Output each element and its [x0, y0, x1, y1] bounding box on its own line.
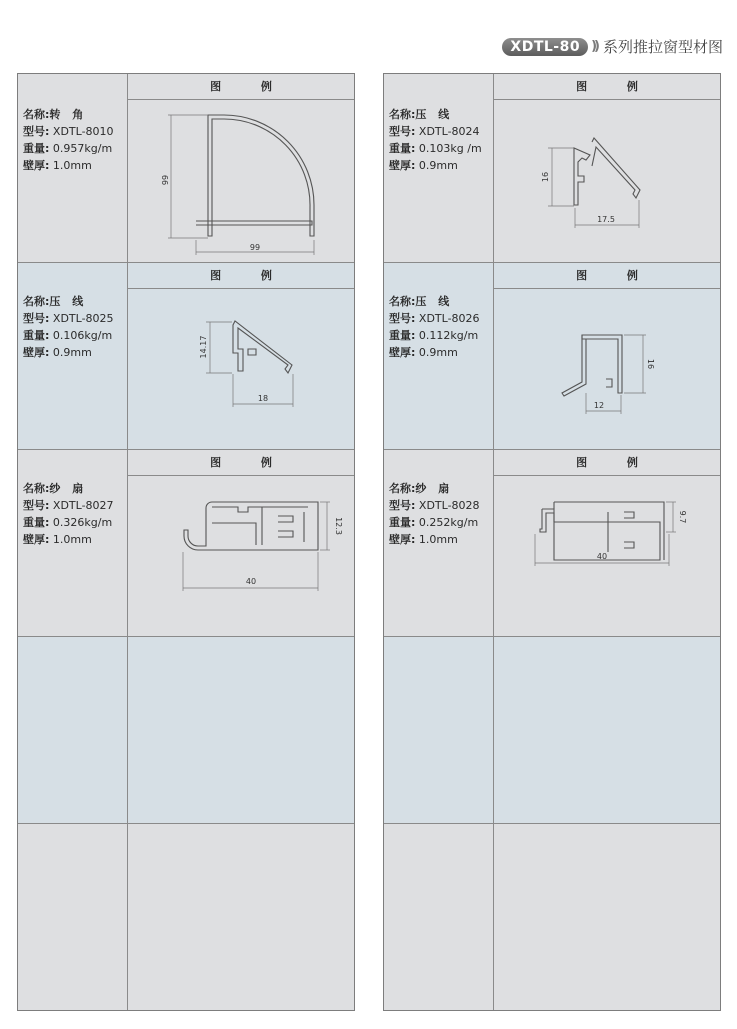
- page-title: 系列推拉窗型材图: [602, 38, 723, 56]
- profile-weight: 0.106kg/m: [52, 329, 113, 342]
- profile-weight: 0.112kg/m: [418, 329, 479, 342]
- profile-row-8025: [18, 263, 354, 450]
- right-column: [383, 73, 721, 1011]
- dimension-label: 9.7: [678, 510, 687, 524]
- figure-header: 图 例: [128, 263, 354, 289]
- dimension-label: 16: [541, 171, 550, 183]
- profile-info: [384, 263, 494, 449]
- profile-thickness: 0.9mm: [418, 346, 458, 359]
- name-label: 名称:: [389, 108, 416, 121]
- empty-row: [18, 637, 354, 824]
- profile-info: [384, 74, 494, 262]
- profile-name: 压 线: [415, 295, 454, 308]
- profile-row-8028: [384, 450, 720, 637]
- profile-info: [18, 263, 128, 449]
- profile-drawing: [128, 289, 354, 449]
- profile-model: XDTL-8025: [52, 312, 114, 325]
- left-column: [17, 73, 355, 1011]
- dimension-label: 99: [161, 174, 170, 186]
- profile-drawing: [494, 100, 720, 262]
- series-badge: XDTL-80: [502, 38, 588, 56]
- figure-header: 图 例: [494, 450, 720, 476]
- profile-thickness: 1.0mm: [52, 533, 92, 546]
- figure-cell: [494, 263, 720, 449]
- figure-header: 图 例: [494, 74, 720, 100]
- profile-row-8010: [18, 74, 354, 263]
- profile-model: XDTL-8027: [52, 499, 114, 512]
- name-label: 名称:: [23, 295, 50, 308]
- profile-row-8026: [384, 263, 720, 450]
- figure-cell: [494, 450, 720, 636]
- figure-cell: [128, 263, 354, 449]
- figure-header: 图 例: [128, 74, 354, 100]
- weight-label: 重量:: [389, 142, 416, 155]
- profile-row-8024: [384, 74, 720, 263]
- profile-name: 纱 扇: [415, 482, 454, 495]
- profile-name: 压 线: [49, 295, 88, 308]
- empty-row: [18, 824, 354, 1010]
- profile-drawing: [494, 476, 720, 636]
- model-label: 型号:: [389, 125, 416, 138]
- empty-row: [384, 637, 720, 824]
- dimension-label: 18: [257, 394, 269, 403]
- profile-weight: 0.252kg/m: [418, 516, 479, 529]
- weight-label: 重量:: [389, 516, 416, 529]
- dimension-label: 17.5: [597, 215, 615, 224]
- weight-label: 重量:: [23, 142, 50, 155]
- name-label: 名称:: [389, 295, 416, 308]
- profile-thickness: 0.9mm: [52, 346, 92, 359]
- name-label: 名称:: [23, 482, 50, 495]
- profile-info: [18, 450, 128, 636]
- profile-weight: 0.957kg/m: [52, 142, 113, 155]
- profile-drawing: [128, 476, 354, 636]
- dimension-label: 14.17: [199, 335, 208, 359]
- profile-row-8027: [18, 450, 354, 637]
- profile-model: XDTL-8024: [418, 125, 480, 138]
- dimension-label: 12: [593, 401, 605, 410]
- dimension-label: 99: [249, 243, 261, 252]
- thickness-label: 壁厚:: [23, 346, 50, 359]
- profile-thickness: 0.9mm: [418, 159, 458, 172]
- model-label: 型号:: [23, 125, 50, 138]
- profile-model: XDTL-8028: [418, 499, 480, 512]
- figure-header: 图 例: [128, 450, 354, 476]
- profile-weight: 0.103kg /m: [418, 142, 482, 155]
- empty-info: [18, 637, 128, 823]
- figure-cell: [128, 74, 354, 262]
- profile-drawing: [494, 289, 720, 449]
- profile-model: XDTL-8010: [52, 125, 114, 138]
- profile-name: 压 线: [415, 108, 454, 121]
- empty-row: [384, 824, 720, 1010]
- dimension-label: 12.3: [334, 517, 343, 535]
- empty-info: [384, 637, 494, 823]
- profile-name: 纱 扇: [49, 482, 88, 495]
- thickness-label: 壁厚:: [389, 533, 416, 546]
- figure-cell: [128, 450, 354, 636]
- weight-label: 重量:: [389, 329, 416, 342]
- profile-thickness: 1.0mm: [52, 159, 92, 172]
- profile-info: [384, 450, 494, 636]
- empty-info: [18, 824, 128, 1010]
- model-label: 型号:: [389, 312, 416, 325]
- profile-name: 转 角: [49, 108, 88, 121]
- thickness-label: 壁厚:: [389, 346, 416, 359]
- profile-info: [18, 74, 128, 262]
- thickness-label: 壁厚:: [23, 533, 50, 546]
- name-label: 名称:: [23, 108, 50, 121]
- model-label: 型号:: [389, 499, 416, 512]
- profile-model: XDTL-8026: [418, 312, 480, 325]
- model-label: 型号:: [23, 499, 50, 512]
- profile-drawing: [128, 100, 354, 262]
- empty-info: [384, 824, 494, 1010]
- profile-thickness: 1.0mm: [418, 533, 458, 546]
- model-label: 型号:: [23, 312, 50, 325]
- dimension-label: 40: [245, 577, 257, 586]
- figure-header: 图 例: [494, 263, 720, 289]
- name-label: 名称:: [389, 482, 416, 495]
- page-header: [502, 36, 723, 57]
- figure-cell: [494, 74, 720, 262]
- dimension-label: 16: [646, 358, 655, 370]
- chevron-icon: )): [591, 39, 597, 54]
- dimension-label: 40: [596, 552, 608, 561]
- profile-weight: 0.326kg/m: [52, 516, 113, 529]
- thickness-label: 壁厚:: [23, 159, 50, 172]
- weight-label: 重量:: [23, 516, 50, 529]
- weight-label: 重量:: [23, 329, 50, 342]
- thickness-label: 壁厚:: [389, 159, 416, 172]
